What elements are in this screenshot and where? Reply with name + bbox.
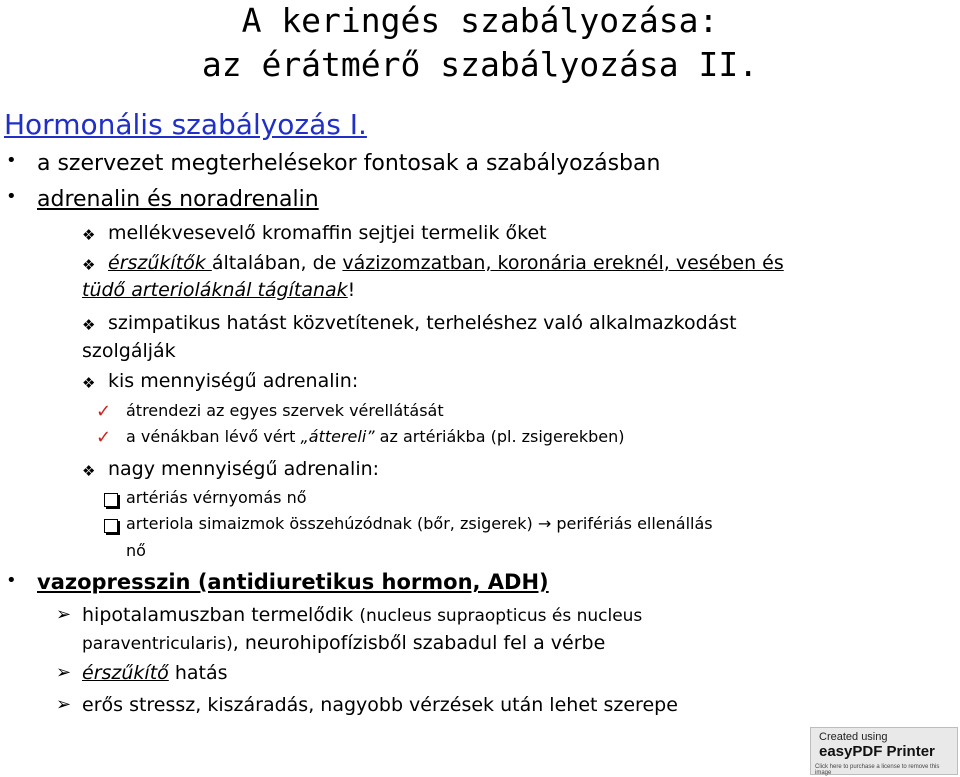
list-item: [82, 602, 642, 629]
badge-link[interactable]: Click here to purchase a license to remove this image: [815, 764, 940, 776]
sub-item: [126, 426, 625, 448]
arrow-bullet-icon: ➢: [56, 662, 72, 683]
nucleus-text: (nucleus supraopticus és nucleus: [359, 606, 643, 626]
text-span: az artériákba (pl. zsigerekben): [374, 427, 625, 446]
title-line-2: az érátmérő szabályozása II.: [201, 45, 759, 84]
bullet-dot-icon: •: [6, 150, 17, 171]
text-span: a vénákban lévő vért: [126, 427, 301, 446]
checkbox-bullet-icon: [104, 493, 118, 507]
text-span: arteriola simaizmok összehúzódnak (bőr, zsigerek): [126, 514, 533, 533]
arrow-bullet-icon: ➢: [56, 694, 72, 715]
list-item: szimpatikus hatást közvetítenek, terheléshez való alkalmazkodást: [108, 312, 737, 334]
bullet-dot-icon: •: [6, 186, 17, 207]
checkbox-bullet-icon: [104, 519, 118, 533]
text-span: hatás: [168, 662, 228, 684]
check-icon: ✓: [96, 401, 112, 422]
sub-item-continuation: nő: [126, 541, 146, 560]
easypdf-badge[interactable]: [810, 727, 958, 775]
arrow-icon: →: [537, 514, 552, 533]
adrenalin-label: adrenalin és noradrenalin: [37, 187, 319, 212]
bullet-dot-icon: •: [6, 570, 17, 591]
list-item-continuation: szolgálják: [82, 340, 176, 362]
badge-brand: easyPDF Printer: [819, 743, 935, 760]
check-icon: ✓: [96, 427, 112, 448]
vasodilation-sites: vázizomzatban, koronária ereknél, vesében és: [342, 252, 784, 274]
sub-item: átrendezi az egyes szervek vérellátását: [126, 401, 444, 420]
nucleus-text: paraventricularis): [82, 634, 233, 654]
list-item: kis mennyiségű adrenalin:: [108, 370, 359, 392]
list-item: mellékvesevelő kromaffin sejtjei termelik őket: [108, 222, 547, 244]
diamond-bullet-icon: ❖: [82, 256, 96, 274]
list-item-continuation: [82, 630, 605, 657]
list-item: erős stressz, kiszáradás, nagyobb vérzések után lehet szerepe: [82, 694, 678, 716]
diamond-bullet-icon: ❖: [82, 374, 96, 392]
quoted-term: „áttereli”: [300, 427, 375, 446]
text-span: általában, de: [211, 252, 343, 274]
section-heading: [4, 108, 367, 142]
text-span: !: [347, 279, 356, 301]
sub-item: artériás vérnyomás nő: [126, 488, 307, 507]
title-line-1: A keringés szabályozása:: [241, 1, 719, 40]
badge-created: Created using: [819, 731, 888, 743]
vasoconstrictor-term: érszűkítők: [108, 252, 212, 274]
sub-item: [126, 513, 713, 535]
list-item: nagy mennyiségű adrenalin:: [108, 458, 380, 480]
diamond-bullet-icon: ❖: [82, 462, 96, 480]
heading-text: Hormonális szabályozás I.: [4, 108, 367, 141]
text-span: , neurohipofízisből szabadul fel a vérbe: [232, 632, 606, 654]
vasodilation-sites-cont: tüdő arterioláknál tágítanak: [82, 279, 348, 301]
list-item: [82, 660, 228, 686]
arrow-bullet-icon: ➢: [56, 604, 72, 625]
bullet-text: a szervezet megterhelésekor fontosak a szabályozásban: [37, 151, 661, 176]
vasoconstrictor-term: érszűkítő: [82, 662, 169, 684]
list-item-continuation: [82, 277, 355, 303]
list-item: [82, 250, 784, 276]
diamond-bullet-icon: ❖: [82, 316, 96, 334]
text-span: hipotalamuszban termelődik: [82, 604, 360, 626]
diamond-bullet-icon: ❖: [82, 226, 96, 244]
text-span: perifériás ellenállás: [556, 514, 713, 533]
vasopressin-label: vazopresszin (antidiuretikus hormon, ADH): [37, 570, 549, 594]
